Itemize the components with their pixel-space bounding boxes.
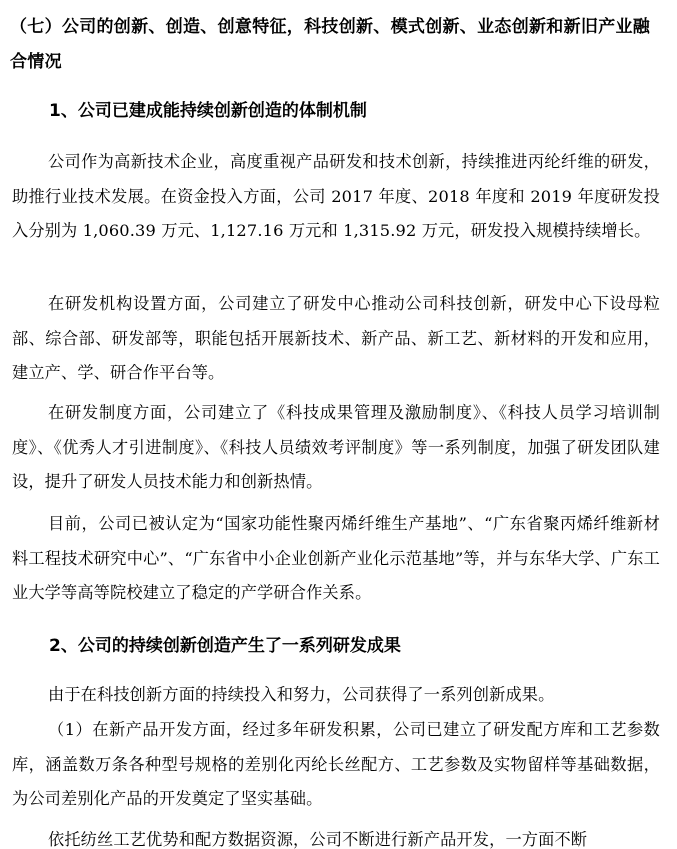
subsection-heading-1: 1、公司已建成能持续创新创造的体制机制 bbox=[49, 101, 367, 121]
paragraph-new-products: （1）在新产品开发方面，经过多年研发积累，公司已建立了研发配方库和工艺参数库，涵盖数万条各种型号规格的差别化丙纶长丝配方、工艺参数及实物留样等基础数据，为公司差别化产品的开发奠定了坚实基础。 bbox=[12, 720, 660, 808]
paragraph-rd-organization: 在研发机构设置方面，公司建立了研发中心推动公司科技创新，研发中心下设母粒部、综合部、研发部等，职能包括开展新技术、新产品、新工艺、新材料的开发和应用，建立产、学、研合作平台等。 bbox=[12, 294, 660, 382]
paragraph-achievements: 由于在科技创新方面的持续投入和努力，公司获得了一系列创新成果。 bbox=[48, 685, 555, 704]
paragraph-rd-system: 在研发制度方面，公司建立了《科技成果管理及激励制度》、《科技人员学习培训制度》、《优秀人才引进制度》、《科技人员绩效考评制度》等一系列制度，加强了研发团队建设，提升了研发人员技术能力和创新热情。 bbox=[12, 403, 660, 491]
paragraph-recognition: 目前，公司已被认定为“国家功能性聚丙烯纤维生产基地”、“广东省聚丙烯纤维新材料工程技术研究中心”、“广东省中小企业创新产业化示范基地”等，并与东华大学、广东工业大学等高等院校建立了稳定的产学研合作关系。 bbox=[12, 514, 660, 602]
subsection-heading-2: 2、公司的持续创新创造产生了一系列研发成果 bbox=[49, 636, 401, 656]
section-heading: （七）公司的创新、创造、创意特征，科技创新、模式创新、业态创新和新旧产业融合情况 bbox=[10, 17, 651, 72]
paragraph-rd-investment: 公司作为高新技术企业，高度重视产品研发和技术创新，持续推进丙纶纤维的研发，助推行业技术发展。在资金投入方面，公司 2017 年度、2018 年度和 2019 年度研发投入分别为 1,060.39 万元、1,127.16 万元和 1,315.92 万元，研发投入规模持续增长。 bbox=[12, 152, 660, 240]
paragraph-continued: 依托纺丝工艺优势和配方数据资源，公司不断进行新产品开发，一方面不断 bbox=[48, 830, 588, 849]
